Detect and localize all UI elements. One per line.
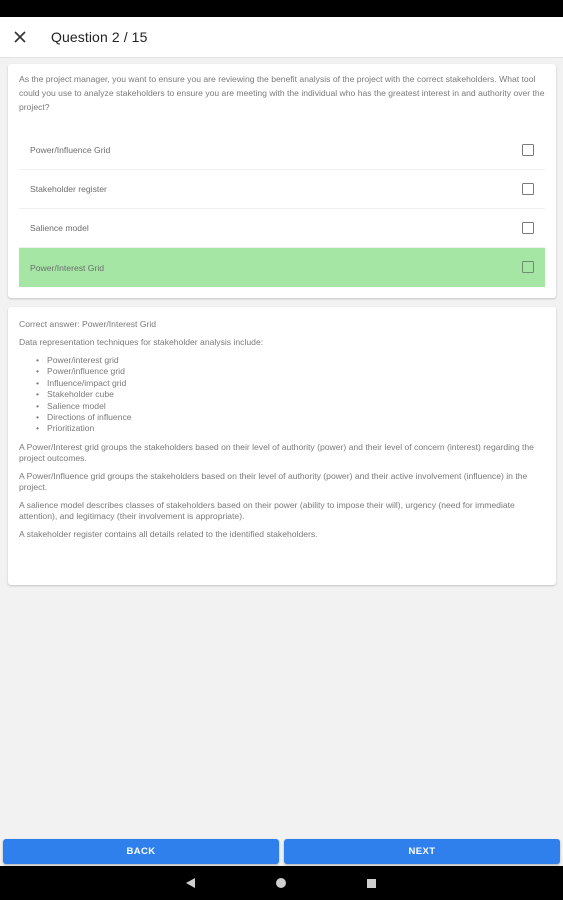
next-button[interactable]: NEXT bbox=[284, 839, 560, 864]
nav-recents-icon[interactable] bbox=[367, 879, 376, 888]
list-item: • Directions of influence bbox=[36, 412, 545, 423]
list-item: • Salience model bbox=[36, 401, 545, 412]
explanation-paragraph: A salience model describes classes of stakeholders based on their power (ability to impose their will), urgency (need for immediate attention), and legitimacy (their involvement is appropriate). bbox=[19, 499, 515, 521]
question-card bbox=[8, 64, 556, 298]
option-label: Power/Interest Grid bbox=[30, 262, 105, 273]
correct-answer-text: Correct answer: Power/Interest Grid bbox=[19, 319, 157, 329]
option-label: Salience model bbox=[30, 223, 89, 233]
list-item: • Prioritization bbox=[36, 423, 545, 434]
explanation-intro: Data representation techniques for stakeholder analysis include: bbox=[19, 337, 264, 347]
explanation-card bbox=[8, 307, 556, 585]
option-checkbox[interactable] bbox=[522, 183, 534, 195]
explanation-paragraph: A Power/Interest grid groups the stakeholders based on their level of authority (power) and their level of concern (interest) regarding the project outcomes. bbox=[19, 441, 534, 463]
list-item: • Power/influence grid bbox=[36, 366, 545, 377]
question-text: As the project manager, you want to ensure you are reviewing the benefit analysis of the project with the correct stakeholders. What tool could you use to analyze stakeholders to ensure you are meeting with the individual who has the greatest interest in and authority over the project? bbox=[19, 74, 545, 112]
explanation-paragraph: A stakeholder register contains all details related to the identified stakeholders. bbox=[19, 528, 318, 539]
list-item: • Influence/impact grid bbox=[36, 378, 545, 389]
close-button[interactable] bbox=[0, 17, 40, 58]
status-bar bbox=[0, 0, 563, 17]
close-icon bbox=[14, 31, 26, 43]
option-checkbox[interactable] bbox=[522, 222, 534, 234]
option-power-influence-grid[interactable] bbox=[19, 131, 545, 170]
list-item: • Power/interest grid bbox=[36, 355, 545, 366]
nav-back-icon[interactable] bbox=[186, 878, 195, 888]
option-label: Stakeholder register bbox=[30, 184, 107, 194]
technique-list bbox=[19, 355, 545, 435]
system-nav-bar bbox=[0, 866, 563, 900]
explanation-paragraph: A Power/Influence grid groups the stakeholders based on their level of authority (power) and their active involvement (influence) in the project. bbox=[19, 470, 528, 492]
page-title: Question 2 / 15 bbox=[51, 29, 148, 45]
option-label: Power/Influence Grid bbox=[30, 145, 111, 155]
list-item: • Stakeholder cube bbox=[36, 389, 545, 400]
option-checkbox[interactable] bbox=[522, 144, 534, 156]
app-bar bbox=[0, 17, 563, 58]
nav-home-icon[interactable] bbox=[276, 878, 286, 888]
options-list bbox=[19, 131, 545, 287]
option-power-interest-grid[interactable] bbox=[19, 248, 545, 287]
option-checkbox[interactable] bbox=[522, 261, 534, 273]
option-stakeholder-register[interactable] bbox=[19, 170, 545, 209]
back-button[interactable]: BACK bbox=[3, 839, 279, 864]
bottom-actions bbox=[0, 838, 563, 866]
option-salience-model[interactable] bbox=[19, 209, 545, 248]
